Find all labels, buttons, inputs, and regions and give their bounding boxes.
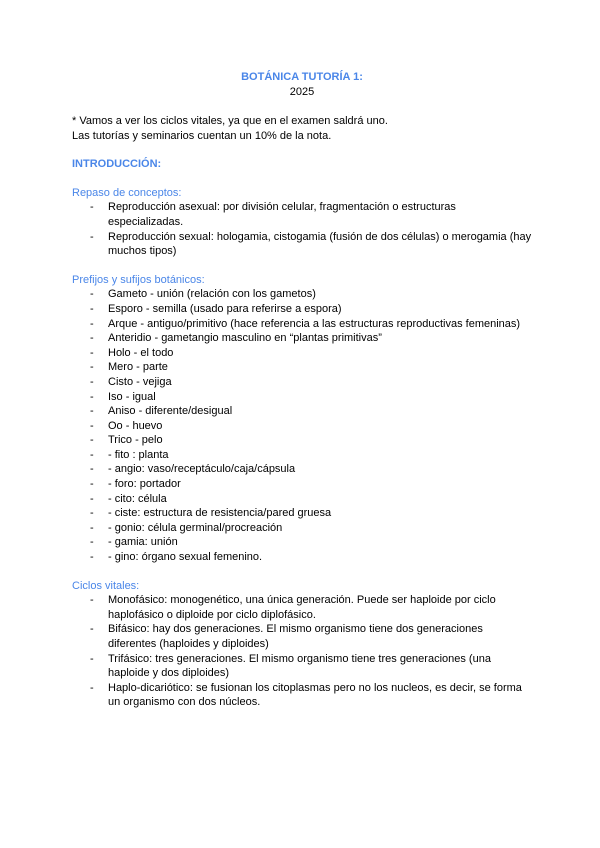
bullet-dash: -	[90, 405, 94, 418]
list-item-text: Reproducción sexual: hologamia, cistogamia (fusión de dos células) o merogamia (hay muchos tipos)	[108, 230, 532, 258]
list-item-text: Mero - parte	[108, 361, 168, 374]
section-repaso	[72, 186, 532, 259]
list-item	[72, 448, 532, 463]
bullet-dash: -	[90, 551, 94, 564]
bullet-dash: -	[90, 507, 94, 520]
list-item	[72, 200, 532, 229]
section-heading: Ciclos vitales:	[72, 579, 140, 592]
list-item	[72, 433, 532, 448]
bullet-dash: -	[90, 434, 94, 447]
list-item	[72, 535, 532, 550]
list-item-text: Esporo - semilla (usado para referirse a espora)	[108, 302, 342, 315]
title-block	[72, 70, 532, 100]
bullet-dash: -	[90, 594, 94, 607]
section-prefijos	[72, 273, 532, 565]
bullet-dash: -	[90, 623, 94, 636]
list-item-text: - gamia: unión	[108, 536, 178, 549]
list-item	[72, 317, 532, 332]
bullet-dash: -	[90, 390, 94, 403]
bullet-dash: -	[90, 492, 94, 505]
list-item	[72, 287, 532, 302]
list-item	[72, 492, 532, 507]
bullet-dash: -	[90, 361, 94, 374]
list-item-text: - foro: portador	[108, 478, 181, 491]
list-item-text: Aniso - diferente/desigual	[108, 405, 233, 418]
list-item	[72, 521, 532, 536]
list-item-text: Trico - pelo	[108, 434, 163, 447]
bullet-dash: -	[90, 419, 94, 432]
list-item	[72, 550, 532, 565]
list-item-text: Anteridio - gametangio masculino en “plantas primitivas”	[108, 332, 382, 345]
list-item-text: Cisto - vejiga	[108, 375, 172, 388]
section-ciclos	[72, 579, 532, 710]
list-item	[72, 477, 532, 492]
list-item	[72, 360, 532, 375]
section-heading: Repaso de conceptos:	[72, 186, 182, 199]
list-item-text: Bifásico: hay dos generaciones. El mismo organismo tiene dos generaciones diferentes (haploides y diploides)	[108, 623, 483, 650]
intro-note-line: Las tutorías y seminarios cuentan un 10% de la nota.	[72, 129, 332, 142]
list-item	[72, 506, 532, 521]
bullet-dash: -	[90, 317, 94, 330]
list-item-text: Holo - el todo	[108, 346, 174, 359]
list-item-text: Arque - antiguo/primitivo (hace referencia a las estructuras reproductivas femeninas)	[108, 317, 521, 330]
list-item-text: Haplo-dicariótico: se fusionan los citoplasmas pero no los nucleos, es decir, se forma un organismo con dos núcleos.	[108, 681, 522, 709]
bullet-dash: -	[90, 521, 94, 534]
intro-note-line: * Vamos a ver los ciclos vitales, ya que en el examen saldrá uno.	[72, 115, 388, 127]
list-item-text: Reproducción asexual: por división celular, fragmentación o estructuras especializadas.	[108, 201, 456, 228]
list-item-text: - gino: órgano sexual femenino.	[108, 551, 263, 564]
document-year: 2025	[289, 86, 315, 98]
repaso-list	[72, 200, 532, 258]
list-item	[72, 331, 532, 346]
bullet-dash: -	[90, 201, 94, 214]
list-item	[72, 652, 532, 681]
list-item	[72, 302, 532, 317]
bullet-dash: -	[90, 652, 94, 665]
bullet-dash: -	[90, 346, 94, 359]
list-item-text: - angio: vaso/receptáculo/caja/cápsula	[108, 463, 296, 476]
bullet-dash: -	[90, 478, 94, 491]
list-item	[72, 375, 532, 390]
document-page	[72, 70, 532, 724]
list-item	[72, 419, 532, 434]
list-item-text: Monofásico: monogenético, una única generación. Puede ser haploide por ciclo haplofásico o diploide por ciclo diplofásico.	[108, 594, 496, 621]
bullet-dash: -	[90, 448, 94, 461]
list-item-text: Trifásico: tres generaciones. El mismo organismo tiene tres generaciones (una haploide y dos diploides)	[108, 652, 491, 680]
list-item-text: - gonio: célula germinal/procreación	[108, 521, 283, 534]
introduction-heading: INTRODUCCIÓN:	[72, 158, 162, 171]
list-item-text: - fito : planta	[108, 448, 169, 461]
list-item	[72, 681, 532, 710]
list-item-text: - ciste: estructura de resistencia/pared gruesa	[108, 507, 332, 520]
bullet-dash: -	[90, 230, 94, 243]
section-heading: Prefijos y sufijos botánicos:	[72, 273, 205, 286]
list-item	[72, 593, 532, 622]
bullet-dash: -	[90, 681, 94, 694]
intro-note	[72, 114, 532, 143]
bullet-dash: -	[90, 463, 94, 476]
list-item	[72, 462, 532, 477]
list-item-text: Iso - igual	[108, 390, 156, 403]
document-title: BOTÁNICA TUTORÍA 1:	[241, 71, 363, 83]
bullet-dash: -	[90, 536, 94, 549]
list-item	[72, 404, 532, 419]
bullet-dash: -	[90, 288, 94, 301]
list-item-text: - cito: célula	[108, 492, 167, 505]
list-item	[72, 346, 532, 361]
bullet-dash: -	[90, 302, 94, 315]
ciclos-list	[72, 593, 532, 710]
list-item	[72, 622, 532, 651]
list-item-text: Oo - huevo	[108, 419, 163, 432]
bullet-dash: -	[90, 375, 94, 388]
prefijos-list	[72, 287, 532, 564]
bullet-dash: -	[90, 332, 94, 345]
list-item	[72, 230, 532, 259]
list-item-text: Gameto - unión (relación con los gametos)	[108, 288, 316, 301]
list-item	[72, 390, 532, 405]
